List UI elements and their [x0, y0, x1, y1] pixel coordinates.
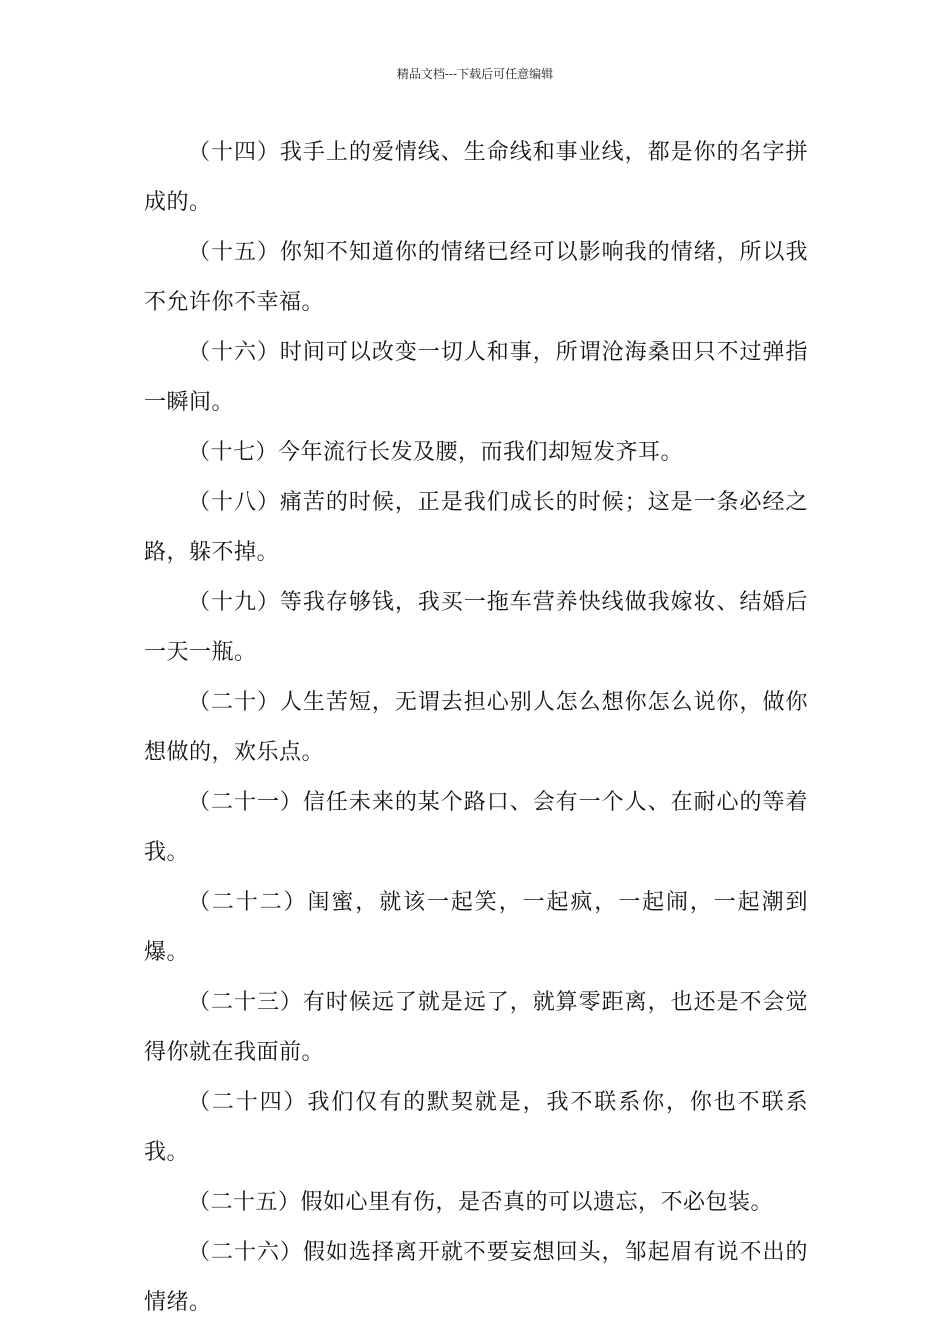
paragraph-17: （十七）今年流行长发及腰，而我们却短发齐耳。	[188, 440, 684, 465]
paragraph-26: （二十六）假如选择离开就不要妄想回头，邹起眉有说不出的情绪。	[144, 1240, 808, 1315]
paragraph-14: （十四）我手上的爱情线、生命线和事业线，都是你的名字拼成的。	[144, 140, 808, 215]
paragraph-23: （二十三）有时候远了就是远了，就算零距离，也还是不会觉得你就在我面前。	[144, 990, 808, 1065]
paragraph-18: （十八）痛苦的时候，正是我们成长的时候；这是一条必经之路，躲不掉。	[144, 490, 808, 565]
paragraph-15: （十五）你知不知道你的情绪已经可以影响我的情绪，所以我不允许你不幸福。	[144, 240, 808, 315]
paragraph-22: （二十二）闺蜜，就该一起笑，一起疯，一起闹，一起潮到爆。	[144, 890, 808, 965]
document-body	[144, 128, 808, 1328]
paragraph-21: （二十一）信任未来的某个路口、会有一个人、在耐心的等着我。	[144, 790, 808, 865]
paragraph-16: （十六）时间可以改变一切人和事，所谓沧海桑田只不过弹指一瞬间。	[144, 340, 808, 415]
paragraph-25: （二十五）假如心里有伤，是否真的可以遗忘，不必包装。	[188, 1190, 774, 1215]
paragraph-20: （二十）人生苦短，无谓去担心别人怎么想你怎么说你，做你想做的，欢乐点。	[144, 690, 808, 765]
paragraph-24: （二十四）我们仅有的默契就是，我不联系你，你也不联系我。	[144, 1090, 808, 1165]
paragraph-19: （十九）等我存够钱，我买一拖车营养快线做我嫁妆、结婚后一天一瓶。	[144, 590, 808, 665]
page-header: 精品文档---下载后可任意编辑	[396, 67, 554, 81]
